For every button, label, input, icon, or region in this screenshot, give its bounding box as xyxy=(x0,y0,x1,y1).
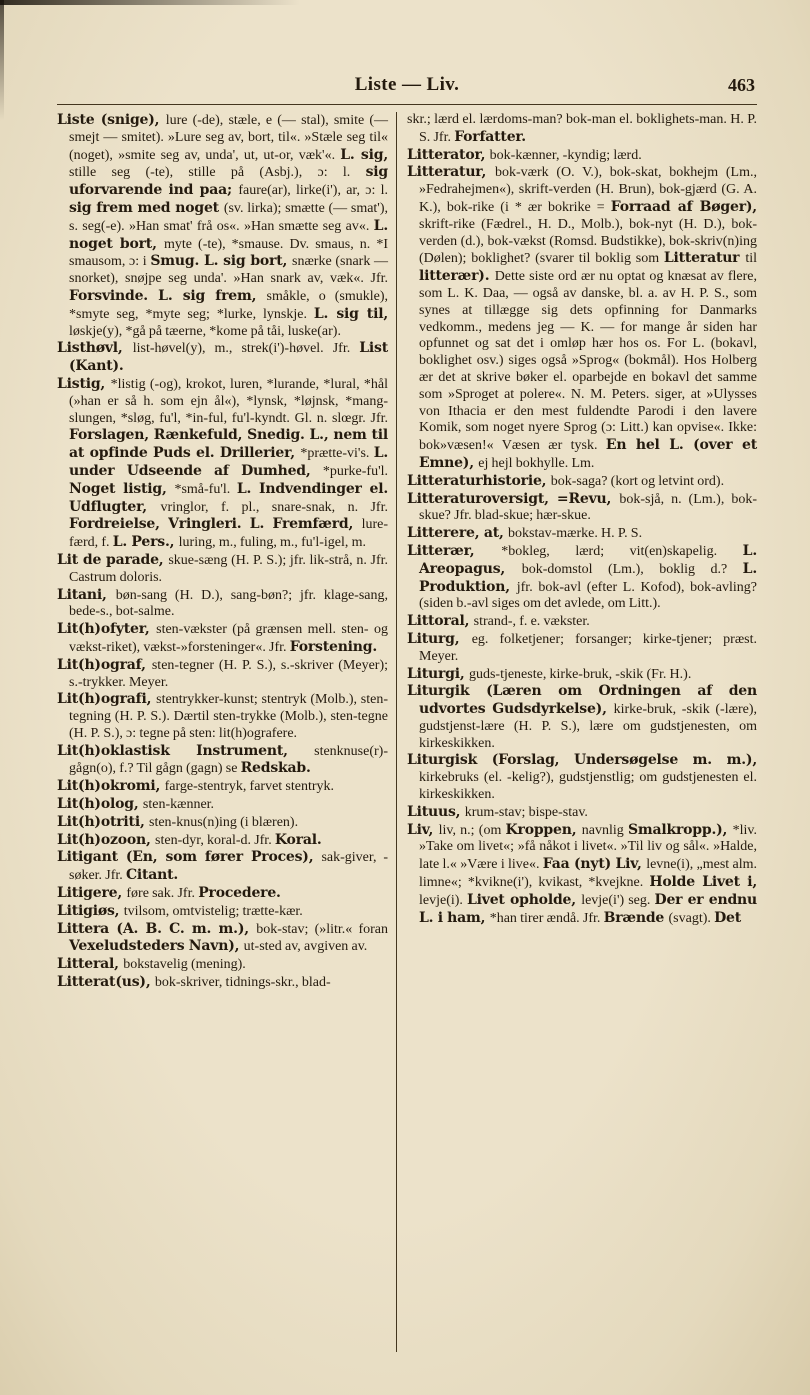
dictionary-entry-litterator xyxy=(407,147,757,165)
body-text: faure(ar), lirke(i'), ar, ɔ: l. xyxy=(238,183,389,199)
body-text: *bokleg, lærd; vit(en)skapelig. xyxy=(501,543,743,559)
body-text: (svagt). xyxy=(668,910,715,926)
headword: Litigiøs, xyxy=(57,902,124,919)
body-text: guds-tjeneste, kirke-bruk, -skik (Fr. H.). xyxy=(468,666,692,682)
dictionary-entry-lit-de-parade xyxy=(57,552,388,587)
fraktur-text: Redskab. xyxy=(240,760,311,777)
body-text: myte (-te), *smause. Dv. smaus, n. *I smausom, ɔ: i xyxy=(69,236,388,270)
headword: Lit(h)otriti, xyxy=(57,813,149,830)
body-text: (sv. lirka); smætte (— smat'), s. seg(-e). »Han smat' frå os«. »Han smætte seg av«. xyxy=(69,200,388,234)
body-text: ut-sted av, avgiven av. xyxy=(243,939,368,955)
dictionary-entry-litoklastisk xyxy=(57,743,388,779)
headword: Lituus, xyxy=(407,803,465,820)
dictionary-entry-litotriti xyxy=(57,814,388,832)
fraktur-text: sig frem med noget xyxy=(69,199,224,216)
column-left xyxy=(57,112,388,992)
headword: Littoral, xyxy=(407,613,474,630)
body-text: bok-sjå, n. (Lm.), bok-skue? Jfr. blad-skue; hær-skue. xyxy=(419,491,757,524)
fraktur-text: Forstening. xyxy=(289,638,378,655)
dictionary-entry-litograf xyxy=(57,657,388,692)
headword: Litteral, xyxy=(57,956,124,973)
headword: Litigant (En, som fører Proces), xyxy=(57,849,322,866)
body-text: *små-fu'l. xyxy=(174,481,237,497)
headword: Liturgisk (Forslag, Undersøgelse m. m.), xyxy=(407,752,757,769)
body-text: kirke-bruk, -skik (-lære), gudstjenst-lære (H. P. S.), lære om gudstjenesten, om kirkeskikken. xyxy=(419,702,757,751)
body-text: bokstav-mærke. H. P. S. xyxy=(508,526,643,542)
headword: Liturgik (Læren om Ordningen af den udvortes Gudsdyrkelse), xyxy=(407,683,757,718)
dictionary-entry-liv xyxy=(407,822,757,928)
dictionary-entry-litteratus xyxy=(57,974,388,992)
dictionary-entry-litigere xyxy=(57,885,388,903)
body-text: tvilsom, omtvistelig; trætte-kær. xyxy=(123,903,303,919)
body-text: liv, n.; (om xyxy=(438,822,506,838)
fraktur-text: Livet opholde, xyxy=(467,891,582,908)
column-right xyxy=(407,112,757,927)
dictionary-entry-liste xyxy=(57,112,388,340)
headword: Littera (A. B. C. m. m.), xyxy=(57,920,257,937)
scan-edge-artifact xyxy=(0,0,300,5)
body-text: løskje(y), *gå på tæerne, *kome på tåi, luske(ar). xyxy=(69,323,341,339)
body-text: sten-kænner. xyxy=(142,797,215,813)
dictionary-entry-litofyter xyxy=(57,621,388,657)
fraktur-text: Der er endnu L. i ham, xyxy=(419,891,757,926)
body-text: stentrykker-kunst; stentryk (Molb.), sten-tegning (H. P. S.). Dærtil sten-trykke (Molb.), sten-tegne (H. P. S.), ɔ: tegne på sten: lit(h)ografere. xyxy=(69,692,388,741)
body-text: bok-saga? (kort og letvint ord). xyxy=(550,473,725,489)
body-text: lure (-de), stæle, e (— stal), smite (— smejt — smitet). »Lure seg av, bort, til«. »Stæle seg til« (noget), »smite seg av, unda', ut, ut-or, væk'«. xyxy=(69,113,389,163)
body-text: sten-dyr, koral-d. Jfr. xyxy=(155,832,275,848)
dictionary-entry-litografi xyxy=(57,691,388,742)
fraktur-text: Koral. xyxy=(274,831,322,848)
dictionary-entry-litolog xyxy=(57,796,388,814)
headword: Liturg, xyxy=(407,630,472,647)
body-text: krum-stav; bispe-stav. xyxy=(464,804,588,820)
body-text: *listig (-og), krokot, luren, *lurande, *lural, *hål (»han er så h. som ejn ål«), *lynsk, *løjnsk, *mang-slungen, *sløg, fu'l, *in-ful, fu'l-kyndt. Gl. n. slœgr. Jfr. xyxy=(69,376,388,426)
fraktur-text: Kroppen, xyxy=(505,821,582,838)
fraktur-text: Smalkropp.), xyxy=(627,821,733,838)
body-text: list-høvel(y), m., strek(i')-høvel. Jfr. xyxy=(132,341,360,357)
headword: Lit(h)oklastisk Instrument, xyxy=(57,742,315,759)
headword: Listig, xyxy=(57,375,111,392)
headword: Litani, xyxy=(57,586,116,603)
fraktur-text: L. noget bort, xyxy=(69,217,388,252)
fraktur-text: Forfatter. xyxy=(454,128,526,145)
body-text: *prætte-vi's. xyxy=(300,446,374,462)
body-text: sak-giver, -søker. Jfr. xyxy=(69,850,388,884)
headword: Lit de parade, xyxy=(57,551,169,568)
body-text: skr.; lærd el. lærdoms-man? bok-man el. boklighets-man. H. P. S. Jfr. xyxy=(407,112,757,145)
body-text: vringlor, f. pl., snare-snak, n. Jfr. xyxy=(160,499,388,515)
fraktur-text: Litteratur xyxy=(663,250,746,267)
fraktur-text: L. Areopagus, xyxy=(419,542,757,577)
dictionary-entry-liturgi xyxy=(407,666,757,684)
body-text: bok-skriver, tidnings-skr., blad- xyxy=(154,975,331,991)
headword: Listhøvl, xyxy=(57,340,133,357)
body-text: småkle, o (smukle), *smyte seg, *myte seg; *lurke, lynskje. xyxy=(69,288,389,322)
scan-edge-artifact-left xyxy=(0,0,4,120)
body-text: navnlig xyxy=(581,822,628,838)
body-text: bok-værk (O. V.), bok-skat, bokhejm (Lm., »Fedrahejmen«), skrift-verden (H. Brun), bok-gjærd (G. A. K.), bok-rike (i * ær bokrike = xyxy=(419,165,757,215)
fraktur-text: Noget listig, xyxy=(69,480,175,497)
fraktur-text: L. Produktion, xyxy=(419,560,757,595)
dictionary-entry-liturgisk xyxy=(407,752,757,803)
body-text: skue-sæng (H. P. S.); jfr. lik-strå, n. Jfr. Castrum doloris. xyxy=(69,552,388,585)
headword: Lit(h)ozoon, xyxy=(57,831,156,848)
body-text: stenknuse(r)-gågn(o), f.? Til gågn (gagn) se xyxy=(69,743,388,777)
body-text: luring, m., fuling, m., fu'l-igel, m. xyxy=(178,535,366,551)
headword: Litteraturhistorie, xyxy=(407,472,551,489)
dictionary-entry-litteraturoversigt xyxy=(407,491,757,526)
dictionary-entry-liturgik xyxy=(407,683,757,752)
body-text: snærke (snark — snorket), snøjpe seg unda'. »Han snark av, væk«. Jfr. xyxy=(69,254,388,287)
dictionary-entry-lituus xyxy=(407,804,757,822)
fraktur-text: L. sig, xyxy=(340,146,388,163)
headword: Litteratur, xyxy=(407,164,496,181)
headword: Liste (snige), xyxy=(57,112,166,128)
fraktur-text: L. under Udseende af Dumhed, xyxy=(69,445,389,479)
body-text: kirkebruks (el. -kelig?), gudstjenstlig; om gudstjenesten el. kirkeskikken. xyxy=(419,770,757,803)
body-text: sten-tegner (H. P. S.), s.-skriver (Meyer); s.-trykker. Meyer. xyxy=(69,657,389,690)
fraktur-text: L. sig til, xyxy=(313,305,388,322)
fraktur-text: Fordreielse, Vringleri. L. Fremfærd, xyxy=(69,516,362,533)
body-text: stille seg (-te), stille på (Asbj.), ɔ: l. xyxy=(69,165,366,181)
body-text: bok-domstol (Lm.), boklig d.? xyxy=(521,561,743,577)
body-text: *liv. »Take om livet«; »få nåkot i livet«. »Til liv og sål«. »Halde, late l.« »Være i live«. xyxy=(419,822,757,873)
fraktur-text: sig uforvarende ind paa; xyxy=(69,164,388,199)
headword: Litterær, xyxy=(407,542,502,559)
headword: Liturgi, xyxy=(407,665,469,682)
body-text: levje(i') seg. xyxy=(581,892,655,908)
fraktur-text: Smug. L. sig bort, xyxy=(150,253,293,270)
page-header xyxy=(57,74,757,100)
fraktur-text: Vexeludsteders Navn), xyxy=(69,938,244,955)
dictionary-entry-litigios xyxy=(57,903,388,921)
body-text: bokstavelig (mening). xyxy=(123,957,246,973)
fraktur-text: Procedere. xyxy=(198,885,281,902)
fraktur-text: Forsvinde. L. sig frem, xyxy=(69,287,267,304)
fraktur-text: L. Pers., xyxy=(112,534,179,551)
body-text: Dette siste ord ær nu optat og knæsat av flere, som L. K. Daa, — også av danske, bl. a. av H. P. S., som synes at tillægge sig dets opfinning for Danmarks vedkomm., medens jeg — K. — for mange år siden har opfunnet og sat det i omløp hær hos os. For L. (bokavl, boklighet osv.) siges også »Sprog« (bokmål). Hos Holberg ær det at skrive bøker el. oparbejde en bokavl det samme som »Sproget at polere«. N. M. Peters. siger, at »Ulysses von Ithacia er den mest fuldendte Parodi i den lavere Komik, som noget nyere Sprog (ɔ: Litt.) kan opvise«. Ikke: bok»væsen!« Væsen ær tysk. xyxy=(419,269,757,454)
dictionary-entry-littera xyxy=(57,921,388,957)
dictionary-entry-litokromi xyxy=(57,778,388,796)
dictionary-entry-litteratur xyxy=(407,164,757,472)
body-text: lure-færd, f. xyxy=(69,517,388,551)
dictionary-entry-listhovl xyxy=(57,340,388,376)
dictionary-entry-litteraer xyxy=(407,543,757,613)
body-text: *purke-fu'l. xyxy=(322,463,388,479)
body-text: til xyxy=(745,251,757,267)
body-text: farge-stentryk, farvet stentryk. xyxy=(164,779,335,795)
fraktur-text: L. Indvendinger el. Udflugter, xyxy=(69,480,388,515)
body-text: føre sak. Jfr. xyxy=(126,886,199,902)
body-text: bok-kænner, -kyndig; lærd. xyxy=(489,147,642,163)
fraktur-text: Citant. xyxy=(125,867,179,884)
body-text: bok-stav; (»litr.« foran xyxy=(256,921,389,937)
body-text: levje(i). xyxy=(419,892,468,908)
fraktur-text: Holde Livet i, xyxy=(649,874,757,891)
body-text: jfr. bok-avl (efter L. Kofod), bok-avling? (siden b.-avl siges om det avlede, om Litt.). xyxy=(419,579,757,612)
body-text: *han tirer ændå. Jfr. xyxy=(489,910,604,926)
headword: Litigere, xyxy=(57,885,127,902)
body-text: strand-, f. e. vækster. xyxy=(473,614,590,630)
headword: Litteraturoversigt, =Revu, xyxy=(407,490,620,507)
dictionary-entry-litozoon xyxy=(57,832,388,850)
fraktur-text: Forraad af Bøger), xyxy=(610,198,757,215)
dictionary-entry-littoral xyxy=(407,613,757,631)
headword: Litterator, xyxy=(407,146,490,163)
column-divider xyxy=(396,112,397,1352)
body-text: bøn-sang (H. D.), sang-bøn?; jfr. klage-sang, bede-s., bot-salme. xyxy=(69,587,388,620)
fraktur-text: En hel L. (over et Emne), xyxy=(419,437,757,471)
dictionary-entry-litteral xyxy=(57,956,388,974)
fraktur-text: litterær). xyxy=(419,268,495,285)
dictionary-entry-litani xyxy=(57,587,388,622)
page-number: 463 xyxy=(728,75,755,95)
body-text: ej hejl bokhylle. Lm. xyxy=(478,455,595,471)
fraktur-text: Forslagen, Rænkefuld, Snedig. L., nem til at opfinde Puds el. Drillerier, xyxy=(69,427,388,462)
dictionary-entry-litigant xyxy=(57,849,388,885)
headword: Lit(h)ografi, xyxy=(57,691,157,708)
headword: Lit(h)ofyter, xyxy=(57,621,157,638)
fraktur-text: Faa (nyt) Liv, xyxy=(542,856,647,873)
body-text: sten-vækster (på grænsen mell. sten- og vækst-riket), vækst-»forsteninger«. Jfr. xyxy=(69,622,388,655)
dictionary-entry-liturg xyxy=(407,631,757,666)
body-text: eg. folketjener; forsanger; kirke-tjener; præst. Meyer. xyxy=(419,631,757,664)
body-text: sten-knus(n)ing (i blæren). xyxy=(149,814,299,830)
fraktur-text: Brænde xyxy=(603,909,669,926)
fraktur-text: Det xyxy=(714,909,742,926)
body-text: levne(i), „mest alm. limne«; *kvikne(i'), kvikast, *kvejkne. xyxy=(419,857,757,891)
headword: Liv, xyxy=(407,821,439,838)
headword: Lit(h)olog, xyxy=(57,796,143,813)
headword: Lit(h)okromi, xyxy=(57,778,165,795)
dictionary-entry-litterere xyxy=(407,525,757,543)
page-title: Liste — Liv. xyxy=(354,74,460,95)
headword: Litterere, at, xyxy=(407,525,509,542)
fraktur-text: List (Kant). xyxy=(69,340,388,375)
dictionary-entry-litteratus-continued xyxy=(407,112,757,147)
body-text: skrift-rike (Fædrel., H. D., Molb.), bok-nyt (H. D.), bok-verden (d.), bok-vækst (Romsd. Budstikke), bok-skriv(n)ing (Dølen); boklighet? (svarer til boklig som xyxy=(419,216,757,267)
headword: Litterat(us), xyxy=(57,974,155,991)
header-rule xyxy=(57,104,757,105)
dictionary-entry-listig xyxy=(57,376,388,552)
dictionary-entry-litteraturhistorie xyxy=(407,473,757,491)
headword: Lit(h)ograf, xyxy=(57,656,152,673)
